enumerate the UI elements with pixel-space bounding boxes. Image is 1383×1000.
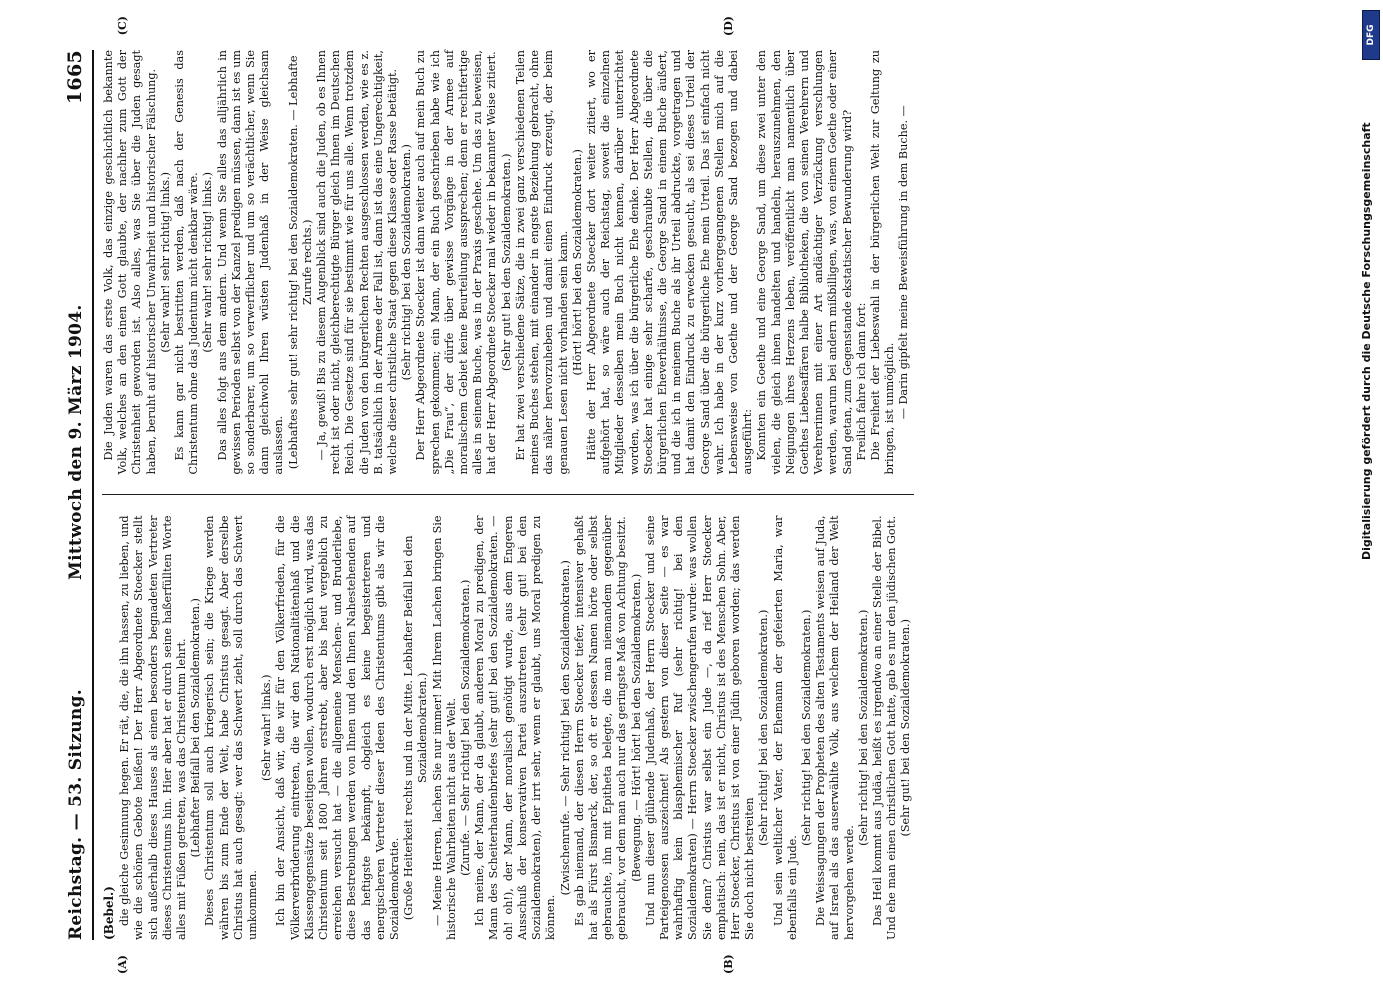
interjection: (Sehr richtig! bei den Sozialdemokraten.)	[400, 144, 414, 381]
paragraph: Das alles folgt aus dem andern. Und wenn Sie alles das alljährlich in gewissen Perioden selbst von der Kanzel predigen müssen, dann ist es um so sonderbarer, um so verwerflicher und um so verächtlicher, wenn Sie dann gleichwohl Ihren wüsten Judenhaß in der Weise gleichsam auslassen.	[215, 50, 286, 475]
interjection: (Zwischenrufe. — Sehr richtig! bei den Sozialdemokraten.)	[558, 560, 572, 896]
margin-letter-d: (D)	[722, 16, 735, 36]
paragraph: Die Freiheit der Liebeswahl in der bürgerlichen Welt zur Geltung zu bringen, ist unmöglich.	[868, 50, 897, 475]
interjection: — Darin gipfelt meine Beweisführung in dem Buche. —	[897, 105, 911, 420]
text-columns	[102, 16, 914, 974]
interjection: (Hört! hört! bei den Sozialdemokraten.)	[570, 149, 584, 376]
header-date: Mittwoch den 9. März 1904.	[66, 304, 86, 580]
interjection: (Lebhafter Beifall bei den Sozialdemokraten.)	[189, 598, 203, 858]
paragraph: — Ja, gewiß! Bis zu diesem Augenblick sind auch die Juden, ob es Ihnen recht ist oder nicht, gleichberechtigte Bürger gleich Ihnen im Deutschen Reich. Die Gesetze sind für sie bestimmt wie für uns alle. Wenn trotzdem die Juden von den bürgerlichen Rechten ausgeschlossen werden, wie es z. B. tatsächlich in der Armee der Fall ist, dann ist das eine Ungerechtigkeit, welche dieser christliche Staat gegen diese Klasse oder Rasse betätigt.	[315, 50, 400, 475]
digitization-note: Digitalisierung gefördert durch die Deutsche Forschungsgemeinschaft	[1360, 122, 1373, 560]
paragraph: Freilich fahre ich dann fort:	[854, 302, 868, 461]
paragraph: Ich bin der Ansicht, daß wir, die wir für den Völkerfrieden, für die Völkerverbrüderung eintreten, die wir den Nationalitätenhaß und die Klassengegensätze beseitigen wollen, wodurch erst möglich wird, was das Christentum seit 1800 Jahren erstrebt, aber bis heut vergeblich zu erreichen versucht hat — die allgemeine Menschen- und Bruderliebe, diese Bestrebungen werden von Ihnen und den Ihnen Nahestehenden auf das heftigste bekämpft, obgleich es keine begeisterteren und energischeren Vertreter dieser Ideen des Christentums gibt als wir die Sozialdemokratie.	[274, 515, 402, 940]
paragraph: — Meine Herren, lachen Sie nur immer! Mit Ihrem Lachen bringen Sie historische Wahrheiten nicht aus der Welt.	[430, 515, 458, 940]
page-header	[60, 50, 94, 940]
paragraph: Die Weissagungen der Propheten des alten Testaments weisen auf Juda, auf Israel als das auserwählte Volk, aus welchem der Heiland der Welt hervorgehen werde.	[814, 515, 856, 940]
paragraph: Es gab niemand, der diesen Herrn Stoecker tiefer, intensiver gehaßt hat als Fürst Bismarck, der, so oft er dessen Namen hörte oder selbst gebrauchte, ihn mit Epitheta belegte, die man niemandem gegenüber gebraucht, vor dem man auch nur das geringste Maß von Achtung besitzt.	[572, 515, 629, 940]
paragraph: Es kann gar nicht bestritten werden, daß nach der Genesis das Christentum ohne das Judentum nicht denkbar wäre.	[173, 50, 201, 475]
right-column	[102, 16, 914, 475]
interjection: (Sehr wahr! sehr richtig! links.)	[158, 171, 172, 353]
interjection: (Zurufe. — Sehr richtig! bei den Sozialdemokraten.)	[459, 579, 473, 876]
paragraph: Er hat zwei verschiedene Sätze, die in zwei ganz verschiedenen Teilen meines Buches stehen, mit einander in engste Beziehung gebracht, ohne das näher hervorzuheben und damit einen Eindruck erzeugt, der beim genauen Lesen nicht vorhanden sein kann.	[513, 50, 570, 475]
interjection: (Sehr richtig! bei den Sozialdemokraten.)	[757, 609, 771, 846]
paragraph: Und nun dieser glühende Judenhaß, der Herrn Stoecker und seine Parteigenossen auszeichnet! Als gestern von dieser Seite — es war wahrhaftig kein blasphemischer Ruf (sehr richtig! bei den Sozialdemokraten) — Herrn Stoecker zwischengerufen wurde: was wollen Sie denn? Christus war selbst ein Jude —, da rief Herr Stoecker emphatisch: nein, das ist er nicht, Christus ist des Menschen Sohn. Aber, Herr Stoecker, Christus ist von einer Jüdin geboren worden; das werden Sie doch nicht bestreiten	[643, 515, 757, 940]
interjection: (Sehr wahr! links.)	[260, 674, 274, 781]
interjection: (Lebhaftes sehr gut! sehr richtig! bei den Sozialdemokraten. — Lebhafte Zurufe rechts.)	[286, 55, 314, 470]
dfg-logo-text: DFG	[1366, 24, 1376, 46]
paragraph: Der Herr Abgeordnete Stoecker ist dann weiter auch auf mein Buch zu sprechen gekommen; ein Mann, der ein Buch geschrieben habe wie ich „Die Frau“, der dürfe über gewisse Vorgänge in der Armee auf moralischem Gebiet keine Beurteilung aussprechen; denn er rechtfertige alles in seinem Buche, was in der Praxis geschehe. Um das zu beweisen, hat der Herr Abgeordnete Stoecker mal wieder in bekannter Weise zitiert.	[414, 50, 499, 475]
paragraph: Ich meine, der Mann, der da glaubt, anderen Moral zu predigen, der Mann des Scheiterhaufenbriefes (sehr gut! bei den Sozialdemokraten. — oh! oh!), der Mann, der moralisch genötigt wurde, aus dem Engeren Ausschuß der konservativen Partei auszutreten (sehr gut! bei den Sozialdemokraten), der irrt sehr, wenn er glaubt, uns Moral predigen zu können.	[473, 515, 558, 940]
interjection: (Große Heiterkeit rechts und in der Mitte. Lebhafter Beifall bei den Sozialdemokraten.)	[402, 535, 430, 921]
interjection: (Sehr gut! bei den Sozialdemokraten.)	[899, 619, 913, 837]
page-number: 1665	[64, 50, 86, 105]
paragraph: Die Juden waren das erste Volk, das einzige geschichtlich bekannte Volk, welches an den einen Gott glaubte, der nachher zum Gott der Christenheit geworden ist. Also alles, was Sie über die Juden gesagt haben, beruht auf historischer Unwahrheit und historischer Fälschung.	[102, 50, 158, 475]
interjection: (Sehr richtig! bei den Sozialdemokraten.)	[856, 609, 870, 846]
paragraph: Das Heil kommt aus Judäa, heißt es irgendwo an einer Stelle der Bibel. Und ehe man einen christlichen Gott hatte, gab es nur den jüdischen Gott.	[870, 515, 899, 940]
interjection: (Sehr richtig! bei den Sozialdemokraten.)	[799, 609, 813, 846]
margin-letter-c: (C)	[116, 16, 129, 36]
paragraph: Hätte der Herr Abgeordnete Stoecker dort weiter zitiert, wo er aufgehört hat, so wäre auch der Reichstag, soweit die einzelnen Mitglieder desselben mein Buch nicht kennen, darüber unterrichtet worden, was ich über die bürgerliche Ehe denke. Der Herr Abgeordnete Stoecker hat einige sehr scharfe, geschraubte Stellen, die über die bürgerlichen Eheverhältnisse, die George Sand in einem Buche äußert, und die ich in meinem Buche als ihr Urteil abdruckte, vorgetragen und hat damit den Eindruck zu erwecken gesucht, als sei dieses Urteil der George Sand über die bürgerliche Ehe mein Urteil. Das ist einfach nicht wahr. Ich habe in der kurz vorhergegangenen Stellen mich auf die Lebensweise von Goethe und der George Sand bezogen und dabei ausgeführt:	[584, 50, 755, 475]
paragraph: Dieses Christentum soll auch kriegerisch sein; die Kriege werden währen bis zum Ende der Welt, habe Christus gesagt. Aber derselbe Christus hat auch gesagt: wer das Schwert zieht, soll durch das Schwert umkommen.	[203, 515, 260, 940]
right-paragraphs	[102, 50, 912, 475]
margin-letter-b: (B)	[722, 954, 735, 974]
left-paragraphs	[118, 516, 913, 941]
paragraph: Konnten ein Goethe und eine George Sand, um diese zwei unter den vielen, die gleich ihnen handelten und handeln, herauszunehmen, den Neigungen ihres Herzens leben, veröffentlicht man namentlich über Goethes Liebesaffären halbe Bibliotheken, die von seinen Verehrern und Verehrerinnen mit einer Art andächtiger Verzückung verschlungen werden, warum bei andern mißbilligen, was, von einem Goethe oder einer Sand getan, zum Gegenstande ekstatischer Bewunderung wird?	[755, 50, 854, 475]
left-column	[102, 515, 914, 974]
paragraph: Und sein weltlicher Vater, der Ehemann der gefeierten Maria, war ebenfalls ein Jude.	[771, 515, 799, 940]
interjection: (Sehr wahr! sehr richtig! links.)	[201, 171, 215, 353]
interjection: (Sehr gut! bei den Sozialdemokraten.)	[499, 153, 513, 371]
dfg-logo	[1362, 10, 1380, 60]
header-session: Reichstag. — 53. Sitzung.	[66, 689, 86, 940]
margin-letter-a: (A)	[116, 955, 129, 974]
speaker-name: (Bebel.)	[102, 886, 116, 940]
interjection: (Bewegung. — Hört! hört! bei den Sozialdemokraten.)	[629, 573, 643, 882]
paragraph: die gleiche Gesinnung hegen. Er rät, die, die ihn hassen, zu lieben, und wie die schönen Gebote heißen! Der Herr Abgeordnete Stoecker stellt sich außerhalb dieses Hauses als einen besonders begnadeten Vertreter dieses Christentums hin. Hier aber hat er durch seine haßerfüllten Worte alles mit Füßen getreten, was das Christentum lehrt.	[118, 515, 189, 940]
column-divider	[102, 495, 914, 496]
